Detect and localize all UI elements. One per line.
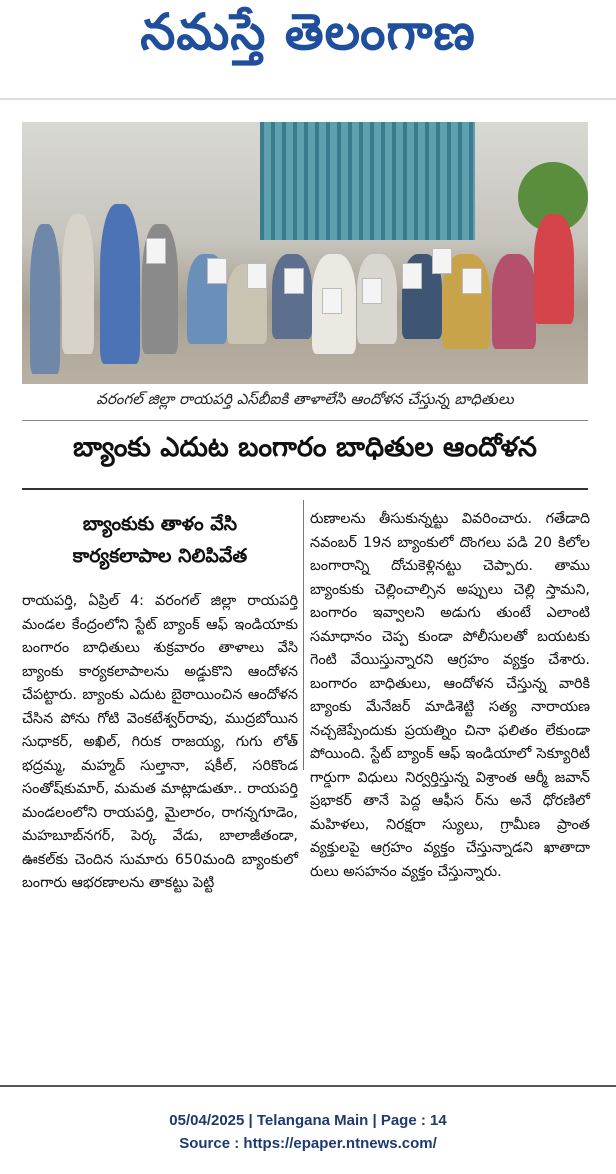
paper-sheet	[146, 238, 166, 264]
paper-sheet	[322, 288, 342, 314]
footer-rule	[0, 1085, 616, 1087]
footer-source-line: Source : https://epaper.ntnews.com/	[179, 1135, 437, 1152]
caption-rule	[22, 420, 588, 421]
person	[272, 254, 312, 339]
article-subheadline	[22, 508, 298, 572]
person	[30, 224, 60, 374]
masthead-rule	[0, 98, 616, 100]
protest-crowd	[22, 214, 588, 384]
masthead-title: నమస్తే తెలంగాణ	[140, 2, 476, 61]
article-column-left: రాయపర్తి, ఏప్రిల్‌ 4: వరంగల్‌ జిల్లా రాయపర్తి మండల కేంద్రంలోని స్టేట్‌ బ్యాంక్‌ ఆఫ్‌ ఇండియాకు బంగారం బాధితులు శుక్రవారం తాళాలు వేసి బ్యాంకు కార్యకలాపాలను అడ్డుకొని ఆందోళన చేపట్టారు. బ్యాంకు ఎదుట బైఠాయించిన ఆందోళన చేసిన పోను గోటి వెంకటేశ్వర్‌రావు, ముద్రబోయిన సుధాకర్‌, అఖిల్‌, గిరుక రాజయ్య, గుగు లోత్‌ భద్రమ్మ, మహ్మద్‌ సుల్తానా, షకీల్‌, సరికొండ సంతోష్‌కుమార్‌, మమత మాట్లాడుతూ.. రాయపర్తి మండలంలోని రాయపర్తి, మైలారం, రాగన్నగూడెం, మహబూబ్‌నగర్‌, పెర్క వేడు, బాలాజీతండా, ఊకల్‌కు చెందిన సుమారు 650మంది బ్యాంకులో బంగారు ఆభరణాలను తాకట్టు పెట్టి	[22, 593, 298, 891]
masthead	[0, 0, 616, 100]
news-photo	[22, 122, 588, 384]
article-column-right: రుణాలను తీసుకున్నట్టు వివరించారు. గతేడాది నవంబర్‌ 19న బ్యాంకులో దొంగలు పడి 20 కిలోల బంగారాన్ని దోచుకెళ్లినట్టు చెప్పారు. తాము బ్యాంకుకు చెల్లించాల్సిన అప్పులు చెల్లి స్తామని, బంగారం ఇవ్వాలని అడుగు తుంటే ఎలాంటి సమాధానం చెప్ప కుండా పోలీసులతో బయటకు గెంటి వేయిస్తున్నారని ఆగ్రహం వ్యక్తం చేశారు. బంగారం బాధితులు, ఆందోళన చేస్తున్న వారికి బ్యాంకు మేనేజర్‌ మాడిశెట్టి సత్య నారాయణ నచ్చజెప్పేందుకు ప్రయత్నిం చినా ఫలితం లేకుండా పోయింది. స్టేట్‌ బ్యాంక్‌ ఆఫ్‌ ఇండియాలో సెక్యూరిటీ గార్డుగా విధులు నిర్వర్తిస్తున్న విశ్రాంత ఆర్మీ జవాన్‌ ప్రభాకర్‌ తానే పెద్ద ఆఫీస ర్‌ను అనే ధోరణిలో మహిళలు, నిరక్షరా స్యులు, గ్రామీణ ప్రాంత వ్యక్తులపై ఆగ్రహం వ్యక్తం చేస్తున్నాడని ఖాతాదా రులు అసహనం వ్యక్తం చేస్తున్నారు.	[310, 511, 590, 880]
person	[62, 214, 94, 354]
subheadline-line: బ్యాంకుకు తాళం వేసి	[82, 513, 238, 535]
person	[534, 214, 574, 324]
paper-sheet	[247, 263, 267, 289]
paper-sheet	[432, 248, 452, 274]
paper-sheet	[207, 258, 227, 284]
subheadline-line: కార్యకలాపాల నిలిపివేత	[72, 545, 248, 567]
paper-sheet	[462, 268, 482, 294]
person	[100, 204, 140, 364]
article-headline: బ్యాంకు ఎదుట బంగారం బాధితుల ఆందోళన	[73, 432, 537, 463]
headline-rule	[22, 488, 588, 490]
column-divider	[303, 500, 304, 770]
photo-caption: వరంగల్‌ జిల్లా రాయపర్తి ఎస్‌బీఐకి తాళాలేసి ఆందోళన చేస్తున్న బాధితులు	[96, 390, 514, 408]
paper-sheet	[284, 268, 304, 294]
paper-sheet	[362, 278, 382, 304]
person	[492, 254, 536, 349]
footer-date-line: 05/04/2025 | Telangana Main | Page : 14	[169, 1112, 447, 1129]
paper-sheet	[402, 263, 422, 289]
